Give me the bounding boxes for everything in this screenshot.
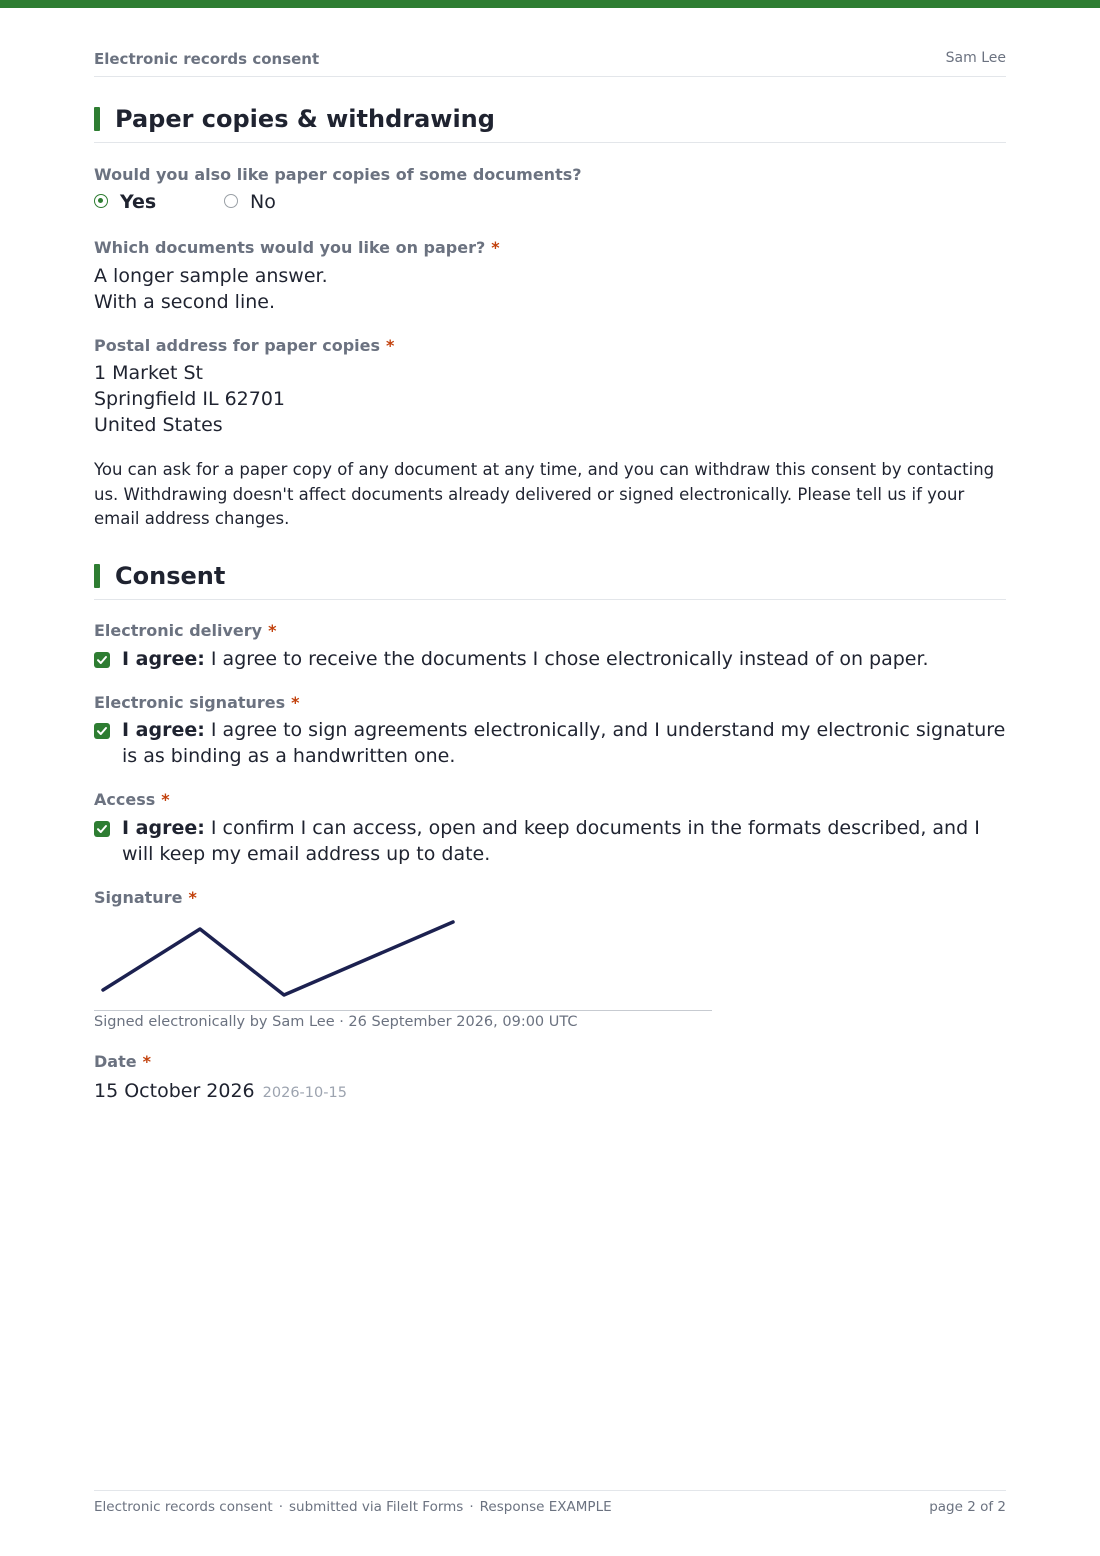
question-text: Would you also like paper copies of some documents? [94,165,582,184]
page-footer [94,1490,1006,1521]
label-text: Postal address for paper copies [94,336,381,355]
page-number: page 2 of 2 [929,1499,1006,1515]
label-text: Date [94,1052,137,1071]
checkbox-text [122,815,1006,867]
access-label [94,790,170,810]
consent-statement: I agree to sign agreements electronically, and I understand my electronic signature is as binding as a handwritten one. [122,719,1006,767]
footer-form-name: Electronic records consent [94,1499,273,1515]
checkbox-checked-icon [94,821,110,837]
address-line: United States [94,414,223,436]
footer-submitted-via: submitted via FileIt Forms [289,1499,464,1515]
date-iso: 2026-10-15 [262,1085,347,1101]
label-text: Which documents would you like on paper? [94,238,486,257]
agree-prefix: I agree: [122,817,205,839]
consent-statement: I confirm I can access, open and keep documents in the formats described, and I will keep my email address up to date. [122,817,980,865]
top-accent-bar [0,0,1100,8]
user-name: Sam Lee [945,50,1006,66]
required-marker: * [188,888,197,907]
required-marker: * [161,790,170,809]
date-value: 15 October 2026 [94,1080,255,1102]
radio-empty-icon [224,194,238,208]
footer-separator: · [469,1499,474,1515]
label-text: Electronic signatures [94,693,286,712]
signature-box [94,910,712,1011]
label-text: Electronic delivery [94,621,263,640]
which-documents-value [94,263,328,315]
paper-info-text: You can ask for a paper copy of any document at any time, and you can withdraw this consent by contacting us. Withdrawing doesn't affect documents already delivered or signed electronically. Please tell us if your email address changes. [94,460,995,528]
signature-drawing [94,910,712,1010]
date-value-row [94,1078,347,1106]
agree-prefix: I agree: [122,719,205,741]
radio-selected-icon [94,194,108,208]
postal-address-value [94,360,285,438]
electronic-delivery-label [94,621,276,641]
checkbox-text [122,717,1006,769]
section-title: Paper copies & withdrawing [115,105,495,133]
agree-prefix: I agree: [122,648,205,670]
signature-label [94,888,197,908]
signature-caption: Signed electronically by Sam Lee · 26 September 2026, 09:00 UTC [94,1014,578,1030]
footer-info [94,1499,612,1515]
paper-copies-radio-group [94,190,494,214]
document-header [94,48,1006,77]
radio-label-no: No [250,191,276,213]
address-line: 1 Market St [94,362,203,384]
section-accent-bar [94,107,100,131]
required-marker: * [491,238,500,257]
footer-response: Response EXAMPLE [479,1499,612,1515]
footer-separator: · [278,1499,284,1515]
label-text: Signature [94,888,183,907]
electronic-signatures-label [94,693,300,713]
consent-statement: I agree to receive the documents I chose electronically instead of on paper. [210,648,929,670]
required-marker: * [291,693,300,712]
section-heading-consent [94,561,1006,600]
paper-copies-question [94,165,582,185]
radio-label-yes: Yes [120,191,157,213]
section-accent-bar [94,564,100,588]
required-marker: * [142,1052,151,1071]
checkbox-text [122,646,1006,672]
section-title: Consent [115,562,226,590]
label-text: Access [94,790,156,809]
address-line: Springfield IL 62701 [94,388,286,410]
postal-address-label [94,336,394,356]
checkbox-checked-icon [94,652,110,668]
required-marker: * [268,621,277,640]
checkbox-checked-icon [94,723,110,739]
answer-line: A longer sample answer. [94,265,328,287]
answer-line: With a second line. [94,291,275,313]
which-documents-label [94,238,500,258]
section-heading-paper [94,104,1006,143]
date-label [94,1052,151,1072]
form-title: Electronic records consent [94,50,320,68]
required-marker: * [386,336,395,355]
